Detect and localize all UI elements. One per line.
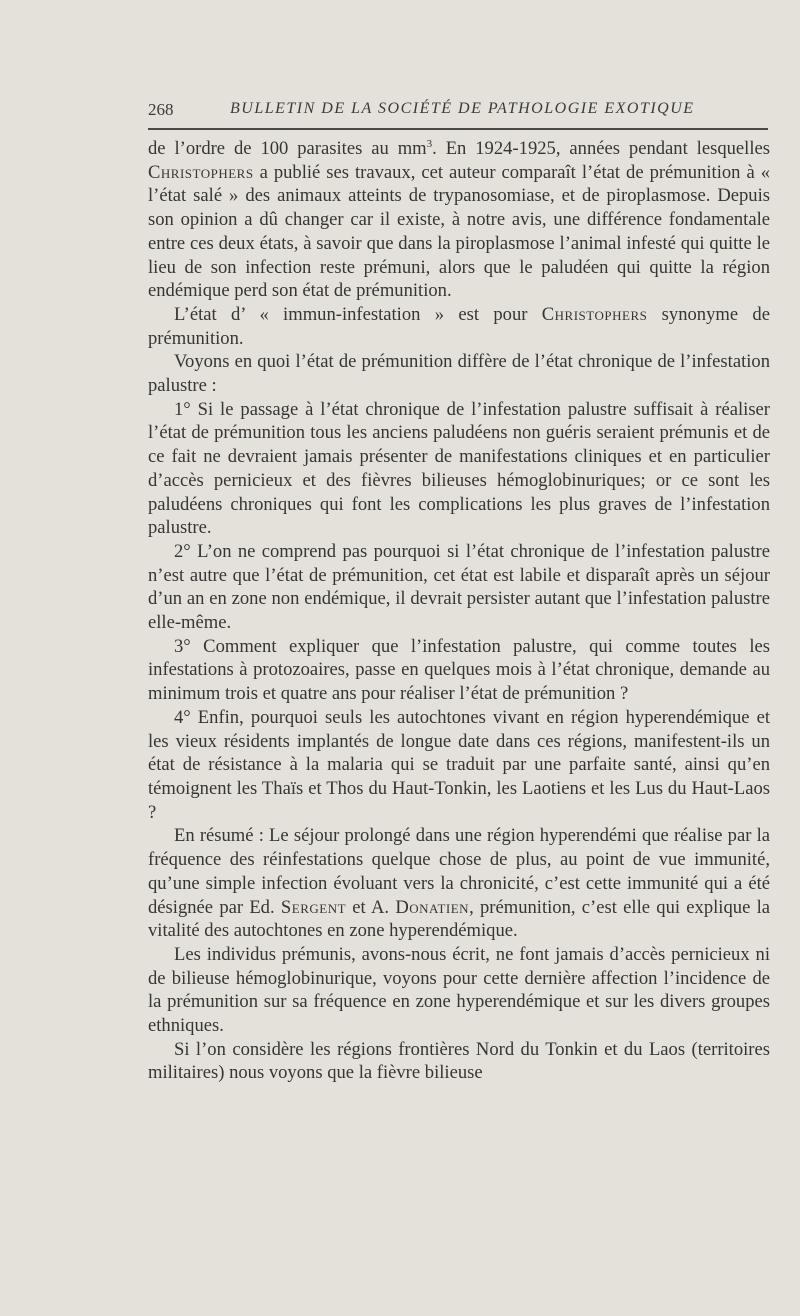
author-name: Sergent bbox=[280, 896, 347, 918]
author-name: Donatien bbox=[395, 896, 470, 918]
header-rule bbox=[148, 128, 768, 130]
page-number: 268 bbox=[148, 100, 174, 119]
paragraph-7: 4° Enfin, pourquoi seuls les autochtones vivant en région hyperendémique et les vieux résidents implantés de longue date dans ces régions, manifestent-ils un état de résistance à la malaria qui se traduit par une parfaite santé, ainsi qu’en témoignent les Thaïs et Thos du Haut-Tonkin, les Laotiens et les Lus du Haut-Laos ? bbox=[148, 706, 770, 823]
paragraph-9: Les individus prémunis, avons-nous écrit, ne font jamais d’accès pernicieux ni de bilieuse hémoglobinurique, voyons pour cette dernière affection l’incidence de la prémunition sur sa fréquence en zone hyperendémique et sur les divers groupes ethniques. bbox=[148, 943, 770, 1037]
page-header bbox=[148, 98, 768, 126]
paragraph-10: Si l’on considère les régions frontières Nord du Tonkin et du Laos (territoires militaires) nous voyons que la fièvre bilieuse bbox=[148, 1038, 770, 1084]
paragraph-3: Voyons en quoi l’état de prémunition diffère de l’état chronique de l’infestation palustre : bbox=[148, 351, 770, 397]
article-body bbox=[148, 137, 770, 1085]
author-name: Christophers bbox=[541, 303, 648, 325]
paragraph-5: 2° L’on ne comprend pas pourquoi si l’état chronique de l’infestation palustre n’est autre que l’état de prémunition, cet état est labile et disparaît après un séjour d’un an en zone non endémique, il devrait persister autant que l’infestation palustre elle-même. bbox=[148, 540, 770, 634]
paragraph-6: 3° Comment expliquer que l’infestation palustre, qui comme toutes les infestations à protozoaires, passe en quelques mois à l’état chronique, demande au minimum trois et quatre ans pour réaliser l’état de prémunition ? bbox=[148, 635, 770, 705]
running-title: BULLETIN DE LA SOCIÉTÉ DE PATHOLOGIE EXOTIQUE bbox=[230, 100, 695, 117]
paragraph-1: de l’ordre de 100 parasites au $mm^3$. En 1924-1925, années pendant lesquelles Christophers a publié ses travaux, cet auteur comparaît l’état de prémunition à « l’état salé » des animaux atteints de trypanosomiase, et de piroplasmose. Depuis son opinion a dû changer car il existe, à notre avis, une différence fondamentale entre ces deux états, à savoir que dans la piroplasmose l’animal infesté qui quitte le lieu de son infection reste prémuni, alors que le paludéen qui quitte la région endémique perd son état de prémunition. bbox=[148, 137, 771, 302]
author-name: Christophers bbox=[148, 161, 254, 183]
paragraph-8: En résumé : Le séjour prolongé dans une région hyperendémi que réalise par la fréquence des réinfestations quelque chose de plus, au point de vue immunité, qu’une simple infection évoluant vers la chronicité, c’est cette immunité qui a été désignée par Ed. Sergent et A. Donatien, prémunition, c’est elle qui explique la vitalité des autochtones en zone hyperendémique. bbox=[148, 825, 771, 942]
paragraph-4: 1° Si le passage à l’état chronique de l’infestation palustre suffisait à réaliser l’état de prémunition tous les anciens paludéens non guéris seraient prémunis et de ce fait ne devraient jamais présenter de manifestations cliniques et en particulier d’accès pernicieux et des fièvres bilieuses hémoglobinuriques; or ce sont les paludéens chroniques qui font les complications les plus graves de l’infestation palustre. bbox=[148, 398, 770, 539]
paragraph-2: L’état d’ « immun-infestation » est pour Christophers synonyme de prémunition. bbox=[148, 303, 770, 349]
